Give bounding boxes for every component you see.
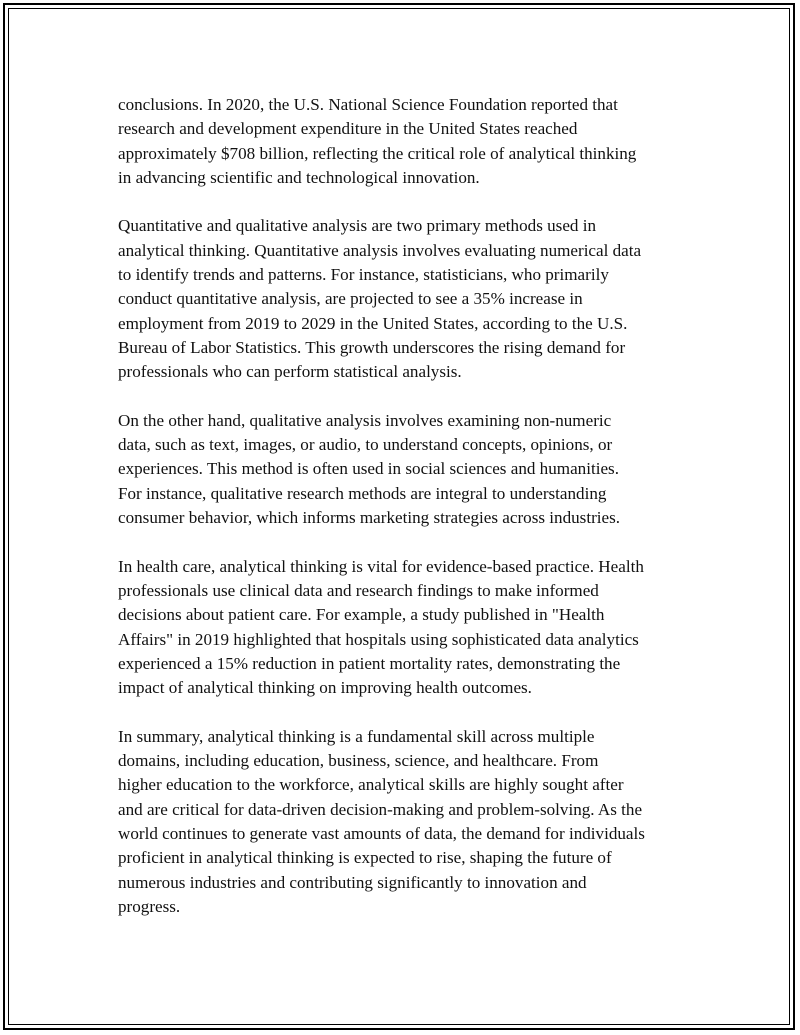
- paragraph-quantitative-qualitative: Quantitative and qualitative analysis are two primary methods used in analytical thinking. Quantitative analysis involves evaluating numerical data to identify trends and patterns. For instance, statisticians, who primarily conduct quantitative analysis, are projected to see a 35% increase in employment from 2019 to 2029 in the United States, according to the U.S. Bureau of Labor Statistics. This growth underscores the rising demand for professionals who can perform statistical analysis.: [118, 216, 642, 382]
- paragraph-health-care: In health care, analytical thinking is vital for evidence-based practice. Health professionals use clinical data and research findings to make informed decisions about patient care. For example, a study published in "Health Affairs" in 2019 highlighted that hospitals using sophisticated data analytics experienced a 15% reduction in patient mortality rates, demonstrating the impact of analytical thinking on improving health outcomes.: [118, 556, 644, 698]
- document-body: [118, 93, 693, 943]
- paragraph-rd-expenditure: conclusions. In 2020, the U.S. National Science Foundation reported that research and development expenditure in the United States reached approximately $708 billion, reflecting the critical role of analytical thinking in advancing scientific and technological innovation.: [118, 95, 637, 187]
- paragraph-qualitative-analysis: On the other hand, qualitative analysis involves examining non-numeric data, such as text, images, or audio, to understand concepts, opinions, or experiences. This method is often used in social sciences and humanities. For instance, qualitative research methods are integral to understanding consumer behavior, which informs marketing strategies across industries.: [118, 410, 621, 528]
- paragraph-summary: In summary, analytical thinking is a fundamental skill across multiple domains, including education, business, science, and healthcare. From higher education to the workforce, analytical skills are highly sought after and are critical for data-driven decision-making and problem-solving. As the world continues to generate vast amounts of data, the demand for individuals proficient in analytical thinking is expected to rise, shaping the future of numerous industries and contributing significantly to innovation and progress.: [118, 726, 645, 916]
